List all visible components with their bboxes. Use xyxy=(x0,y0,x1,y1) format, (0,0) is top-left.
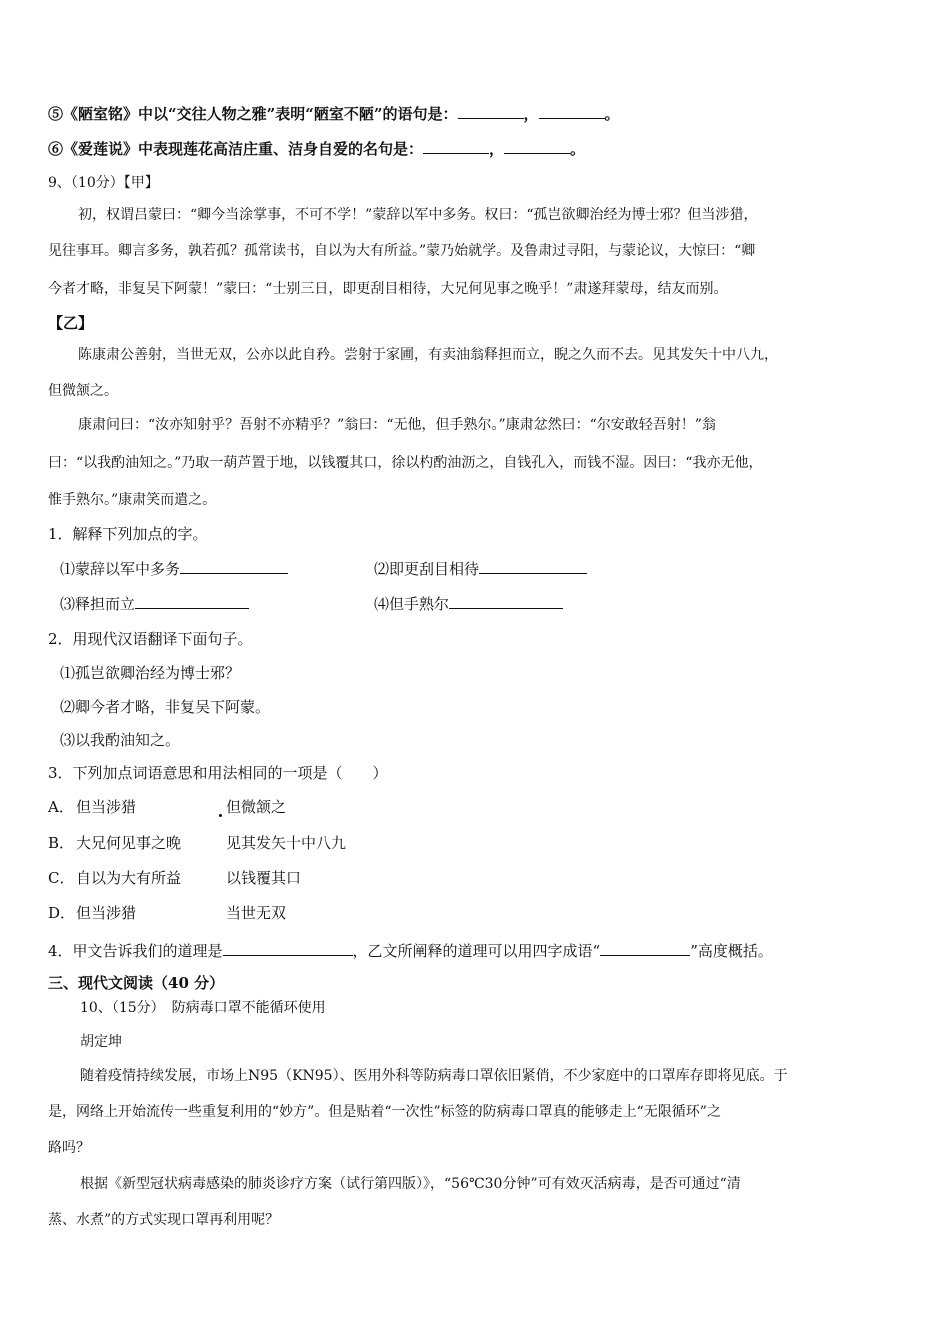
fill-6-sep: ， xyxy=(489,140,505,158)
fill-6-end: 。 xyxy=(570,140,586,158)
jia-text-line: 见往事耳。卿言多务，孰若孤？孤常读书，自以为大有所益。”蒙乃始就学。及鲁肃过寻阳，与蒙论议，大惊曰：“卿 xyxy=(48,243,756,259)
item-text: ⑶释担而立 xyxy=(60,595,136,613)
option-b-text: 以钱覆其口 xyxy=(226,869,302,887)
article-text-line: 是，网络上开始流传一些重复利用的“妙方”。但是贴着“一次性”标签的防病毒口罩真的能够走上“无限循环”之 xyxy=(48,1104,721,1120)
answer-blank[interactable] xyxy=(504,138,570,154)
answer-blank[interactable] xyxy=(180,558,288,574)
subquestion-2-item: ⑶以我酌油知之。 xyxy=(60,731,181,749)
jia-text-line: 初，权谓吕蒙曰：“卿今当涂掌事，不可不学！”蒙辞以军中多务。权曰：“孤岂欲卿治经为博士邪？但当涉猎， xyxy=(78,207,758,223)
answer-blank[interactable] xyxy=(479,558,587,574)
answer-blank[interactable] xyxy=(223,940,353,956)
article-text-line: 根据《新型冠状病毒感染的肺炎诊疗方案（试行第四版）》，“56℃30分钟”可有效灭活病毒，是否可通过“清 xyxy=(80,1176,741,1192)
fill-item-6 xyxy=(48,138,585,159)
yi-text-line: 惟手熟尔。”康肃笑而遣之。 xyxy=(48,492,217,508)
section-3-title: 三、现代文阅读（40 分） xyxy=(48,974,225,992)
fill-item-5 xyxy=(48,103,620,124)
yi-text-line: 曰：“以我酌油知之。”乃取一葫芦置于地，以钱覆其口，徐以杓酌油沥之，自钱孔入，而钱不湿。因曰：“我亦无他， xyxy=(48,455,763,471)
emphasis-dot xyxy=(219,814,222,817)
fill-5-prefix: ⑤《陋室铭》中以“交往人物之雅”表明“陋室不陋”的语句是： xyxy=(48,105,458,123)
answer-blank[interactable] xyxy=(423,138,489,154)
article-text-line: 随着疫情持续发展，市场上N95（KN95）、医用外科等防病毒口罩依旧紧俏，不少家庭中的口罩库存即将见底。于 xyxy=(80,1068,788,1084)
answer-blank[interactable] xyxy=(135,593,249,609)
option-label: C． xyxy=(48,869,75,887)
item-text: ⑴蒙辞以军中多务 xyxy=(60,560,181,578)
option-label: D． xyxy=(48,904,76,922)
sub4-text: 4．甲文告诉我们的道理是 xyxy=(48,942,223,960)
option-b-text: 当世无双 xyxy=(226,904,287,922)
sub4-text: ”高度概括。 xyxy=(690,942,773,960)
yi-text-line: 康肃问曰：“汝亦知射乎？吾射不亦精乎？”翁曰：“无他，但手熟尔。”康肃忿然曰：“尔安敢轻吾射！”翁 xyxy=(78,417,716,433)
subquestion-1-item xyxy=(374,558,587,579)
answer-blank[interactable] xyxy=(600,940,690,956)
fill-6-prefix: ⑥《爱莲说》中表现莲花高洁庄重、洁身自爱的名句是： xyxy=(48,140,424,158)
answer-blank[interactable] xyxy=(539,103,605,119)
subquestion-2-item: ⑵卿今者才略，非复吴下阿蒙。 xyxy=(60,698,271,716)
fill-5-sep: ， xyxy=(523,105,539,123)
option-a-text: 自以为大有所益 xyxy=(76,869,182,887)
subquestion-2-item: ⑴孤岂欲卿治经为博士邪？ xyxy=(60,664,241,682)
author-name: 胡定坤 xyxy=(80,1034,122,1050)
yi-text-line: 但微颔之。 xyxy=(48,383,118,399)
yi-label: 【乙】 xyxy=(48,314,94,332)
option-a-text: 但当涉猎 xyxy=(76,798,137,816)
option-b-text: 见其发矢十中八九 xyxy=(226,834,347,852)
item-text: ⑵即更刮目相待 xyxy=(374,560,480,578)
jia-text-line: 今者才略，非复吴下阿蒙！”蒙曰：“士别三日，即更刮目相待，大兄何见事之晚乎！”肃遂拜蒙母，结友而别。 xyxy=(48,281,728,297)
subquestion-1-item xyxy=(374,593,563,614)
subquestion-1-item xyxy=(60,558,288,579)
answer-blank[interactable] xyxy=(458,103,524,119)
subquestion-4 xyxy=(48,940,773,961)
sub4-text: ，乙文所阐释的道理可以用四字成语“ xyxy=(352,942,601,960)
yi-text-line: 陈康肃公善射，当世无双，公亦以此自矜。尝射于家圃，有卖油翁释担而立，睨之久而不去。见其发矢十中八九， xyxy=(78,347,778,363)
question-10-header: 10、（15分） 防病毒口罩不能循环使用 xyxy=(80,1000,326,1016)
option-a-text: 大兄何见事之晚 xyxy=(76,834,182,852)
subquestion-3-title: 3．下列加点词语意思和用法相同的一项是（ ） xyxy=(48,764,388,782)
subquestion-1-title: 1．解释下列加点的字。 xyxy=(48,525,208,543)
article-text-line: 路吗？ xyxy=(48,1140,90,1156)
item-text: ⑷但手熟尔 xyxy=(374,595,450,613)
option-label: B． xyxy=(48,834,75,852)
question-9-header: 9、（10分）【甲】 xyxy=(48,175,159,191)
option-a-text: 但当涉猎 xyxy=(76,904,137,922)
fill-5-end: 。 xyxy=(604,105,620,123)
subquestion-2-title: 2．用现代汉语翻译下面句子。 xyxy=(48,630,253,648)
subquestion-1-item xyxy=(60,593,249,614)
option-b-text: 但微颔之 xyxy=(226,798,287,816)
article-text-line: 蒸、水煮”的方式实现口罩再利用呢？ xyxy=(48,1212,280,1228)
answer-blank[interactable] xyxy=(449,593,563,609)
option-label: A． xyxy=(48,798,74,816)
